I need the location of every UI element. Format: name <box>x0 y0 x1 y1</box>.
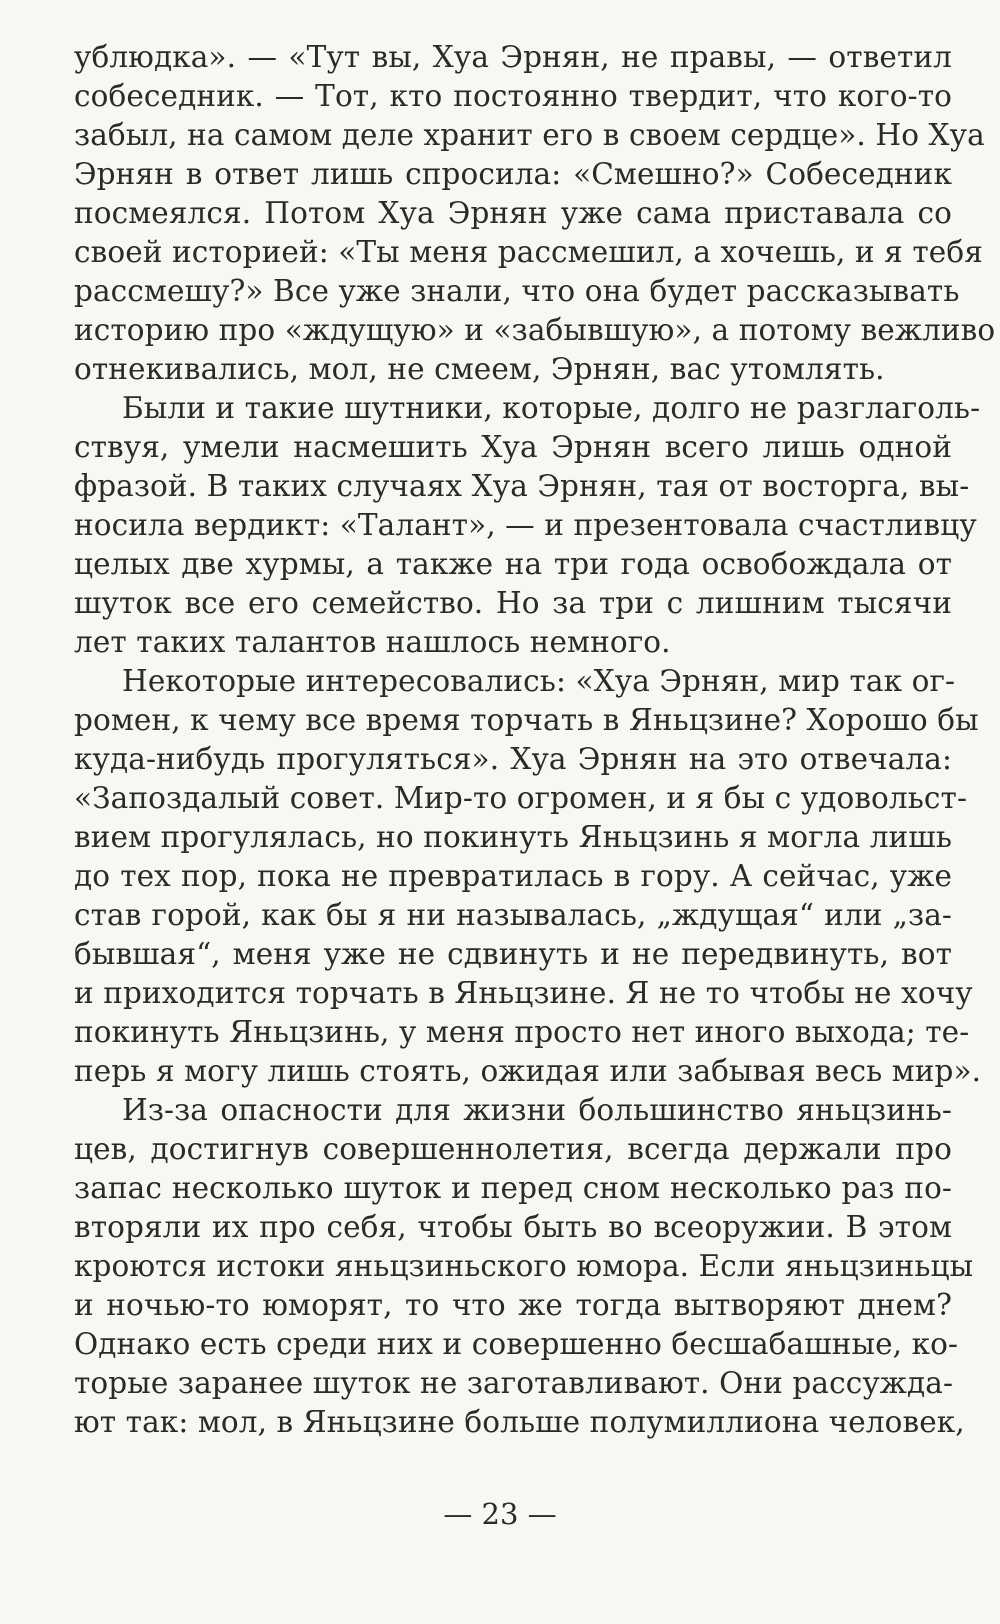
text-line: ют так: мол, в Яньцзине больше полумиллиона человек, <box>74 1405 965 1439</box>
text-line: запас несколько шуток и перед сном несколько раз по- <box>74 1171 952 1205</box>
text-line: ублюдка». — «Тут вы, Хуа Эрнян, не правы, — ответил <box>74 40 952 74</box>
text-line: Из-за опасности для жизни большинство яньцзинь- <box>122 1093 952 1127</box>
text-line: носила вердикт: «Талант», — и презентовала счастливцу <box>74 508 977 542</box>
text-line: и приходится торчать в Яньцзине. Я не то чтобы не хочу <box>74 976 973 1010</box>
text-line: вторяли их про себя, чтобы быть во всеоружии. В этом <box>74 1210 952 1244</box>
text-line: став горой, как бы я ни называлась, „ждущая“ или „за- <box>74 898 952 932</box>
text-line: бывшая“, меня уже не сдвинуть и не передвинуть, вот <box>74 937 952 971</box>
text-line: шуток все его семейство. Но за три с лишним тысячи <box>74 586 952 620</box>
text-line: фразой. В таких случаях Хуа Эрнян, тая от восторга, вы- <box>74 469 970 503</box>
text-line: Однако есть среди них и совершенно бесшабашные, ко- <box>74 1327 959 1361</box>
text-line: покинуть Яньцзинь, у меня просто нет иного выхода; те- <box>74 1015 970 1049</box>
text-line: забыл, на самом деле хранит его в своем сердце». Но Хуа <box>74 118 985 152</box>
body-text <box>74 38 996 1442</box>
text-line: рассмешу?» Все уже знали, что она будет рассказывать <box>74 274 960 308</box>
page-number: — 23 — <box>443 1497 557 1531</box>
text-line: своей историей: «Ты меня рассмешил, а хочешь, и я тебя <box>74 235 983 269</box>
text-line: ромен, к чему все время торчать в Яньцзине? Хорошо бы <box>74 703 979 737</box>
text-line: лет таких талантов нашлось немного. <box>74 625 671 659</box>
text-line: отнекивались, мол, не смеем, Эрнян, вас утомлять. <box>74 352 885 386</box>
text-line: Эрнян в ответ лишь спросила: «Смешно?» Собеседник <box>74 157 952 191</box>
text-line: вием прогулялась, но покинуть Яньцзинь я могла лишь <box>74 820 952 854</box>
text-line: перь я могу лишь стоять, ожидая или забывая весь мир». <box>74 1054 982 1088</box>
text-line: куда-нибудь прогуляться». Хуа Эрнян на это отвечала: <box>74 742 952 776</box>
text-line: до тех пор, пока не превратилась в гору. А сейчас, уже <box>74 859 952 893</box>
text-line: целых две хурмы, а также на три года освобождала от <box>74 547 952 581</box>
text-line: историю про «ждущую» и «забывшую», а потому вежливо <box>74 313 996 347</box>
text-line: ствуя, умели насмешить Хуа Эрнян всего лишь одной <box>74 430 952 464</box>
text-line: Были и такие шутники, которые, долго не разглаголь- <box>122 391 981 425</box>
text-line: цев, достигнув совершеннолетия, всегда держали про <box>74 1132 952 1166</box>
text-line: и ночью-то юморят, то что же тогда вытворяют днем? <box>74 1288 952 1322</box>
text-line: посмеялся. Потом Хуа Эрнян уже сама приставала со <box>74 196 952 230</box>
text-line: собеседник. — Тот, кто постоянно твердит, что кого-то <box>74 79 952 113</box>
text-line: Некоторые интересовались: «Хуа Эрнян, мир так ог- <box>122 664 956 698</box>
text-line: «Запоздалый совет. Мир-то огромен, и я бы с удовольст- <box>74 781 968 815</box>
text-line: торые заранее шуток не заготавливают. Они рассужда- <box>74 1366 954 1400</box>
text-line: кроются истоки яньцзиньского юмора. Если яньцзиньцы <box>74 1249 974 1283</box>
